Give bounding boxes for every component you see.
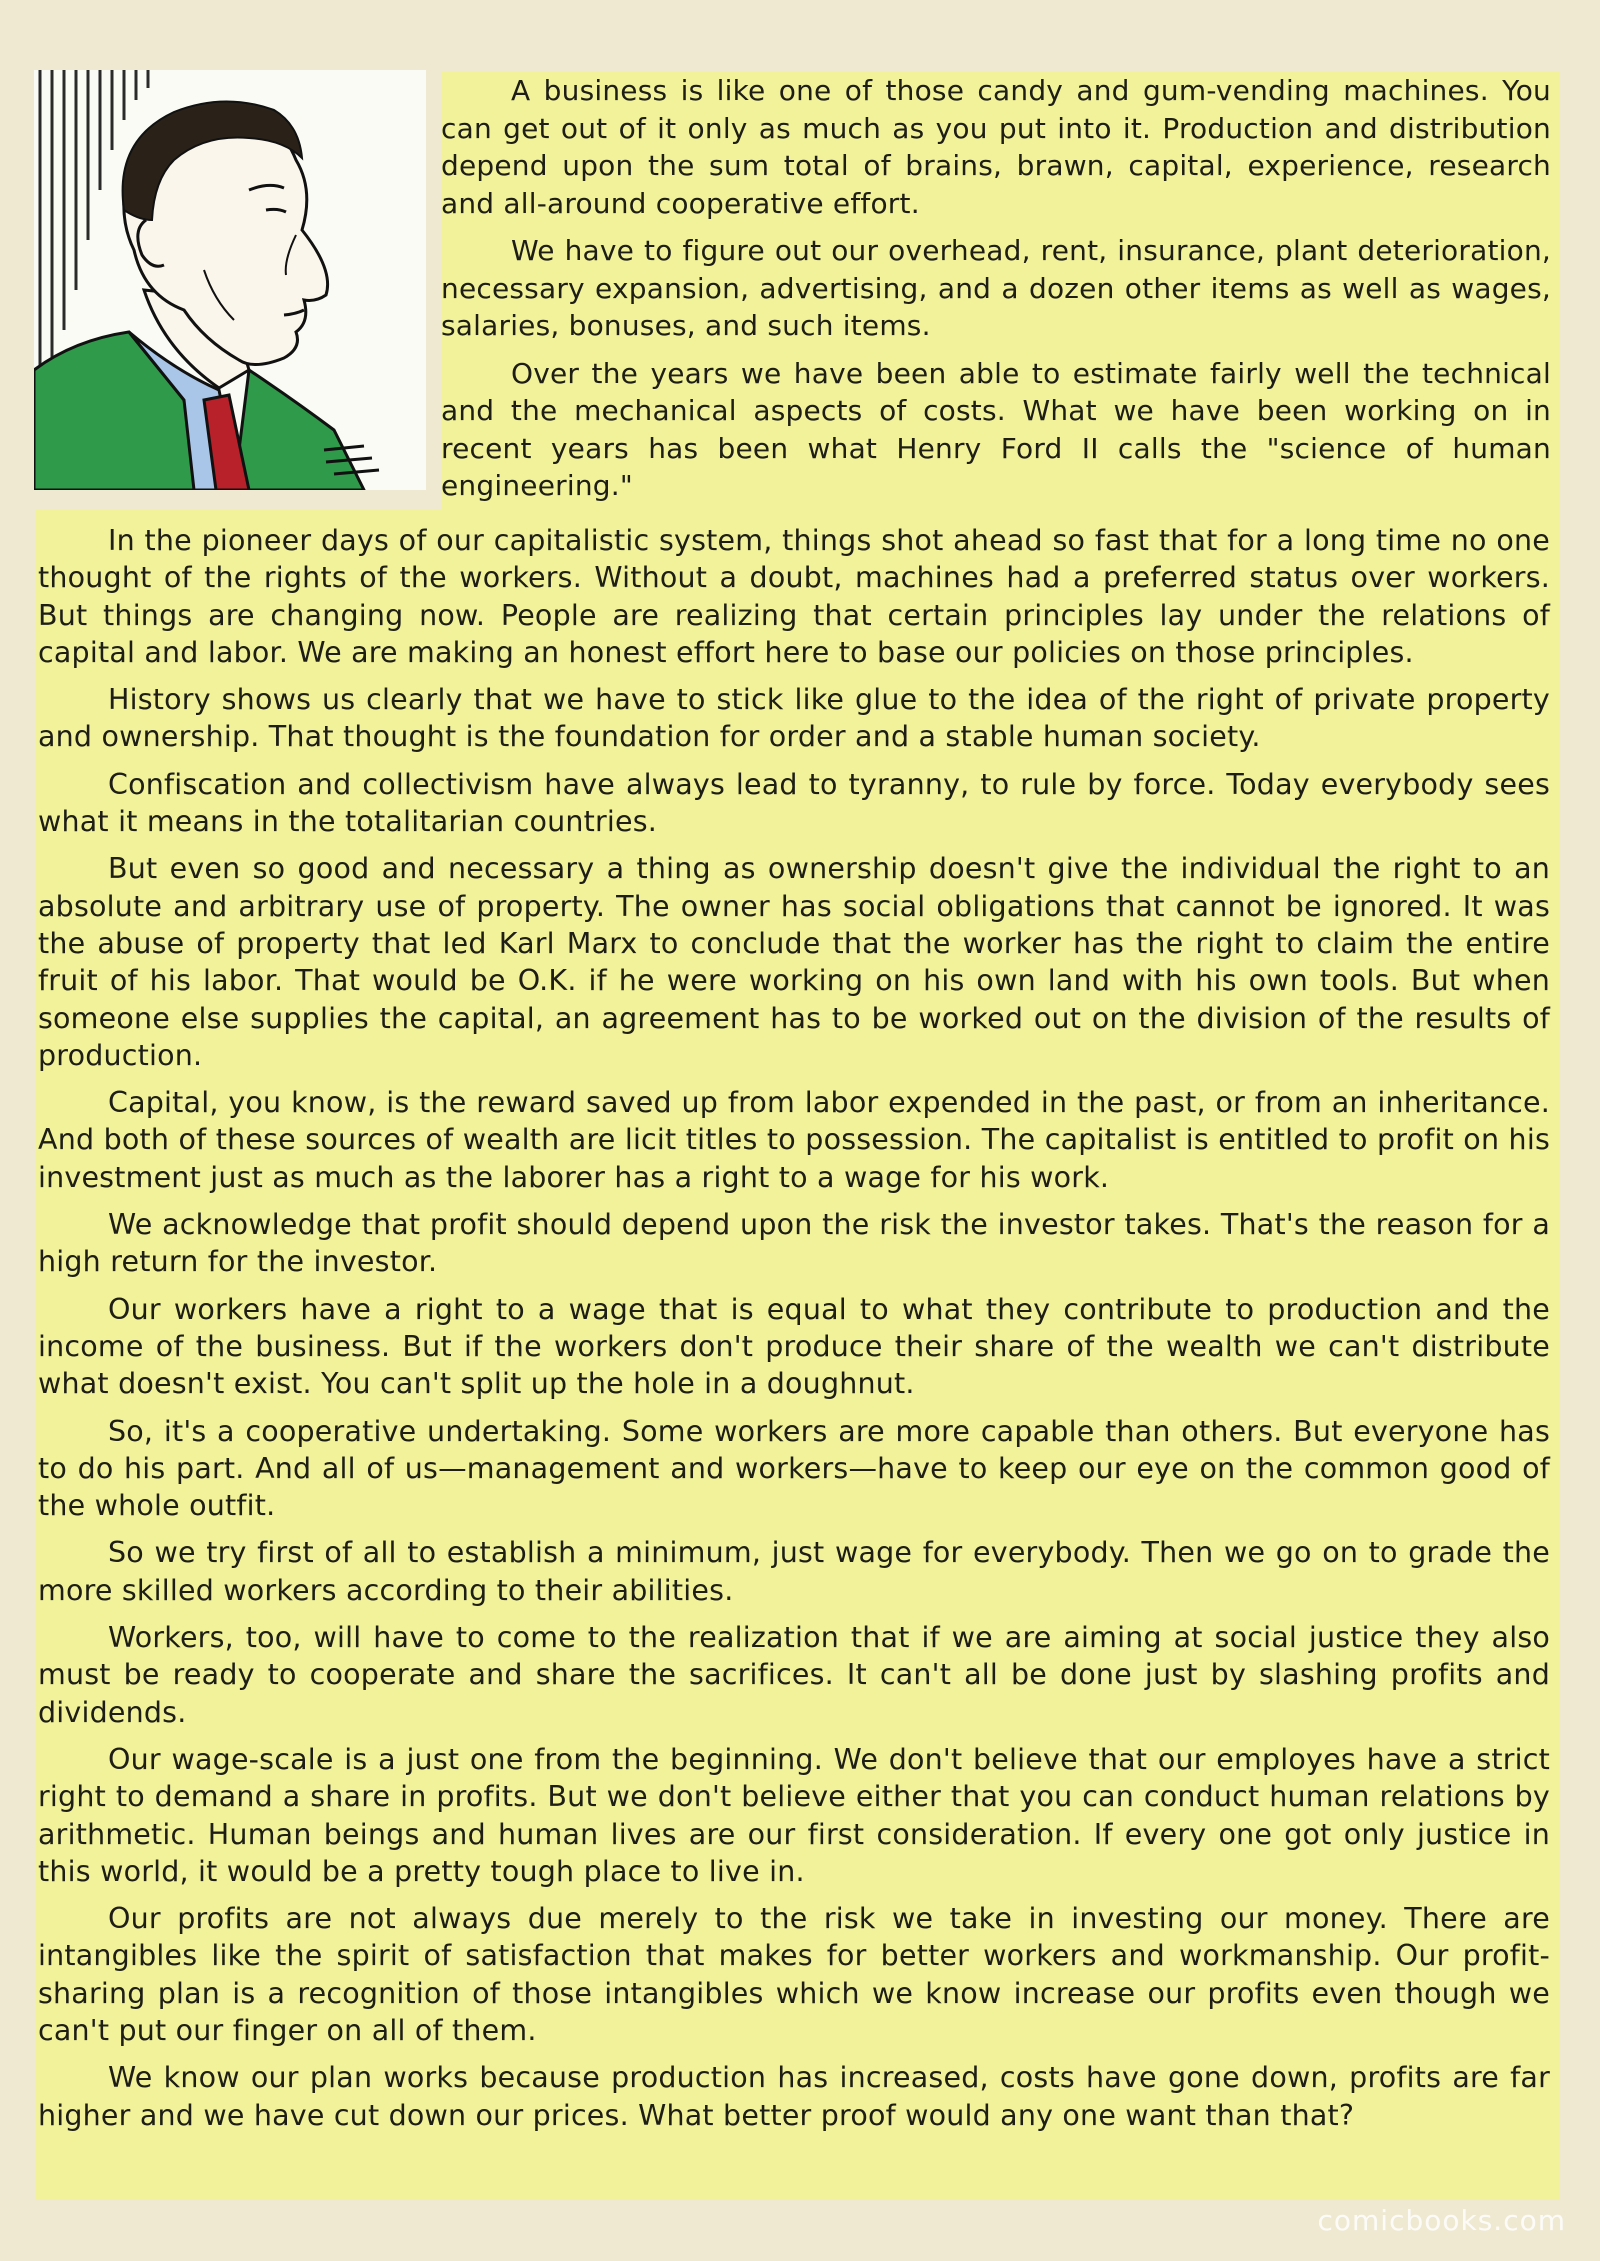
body-paragraph: Capital, you know, is the reward saved up from labor expended in the past, or from an inheritance. And both of these sources of wealth are licit titles to possession. The capitalist is entitled to profit on his investment just as much as the laborer has a right to a wage for his work. [38,1086,1550,1194]
businessman-portrait [34,70,426,490]
body-paragraph: Our wage-scale is a just one from the beginning. We don't believe that our employes have a strict right to demand a share in profits. But we don't believe either that you can conduct human relations by arithmetic. Human beings and human lives are our first consideration. If every one got only justice in this world, it would be a pretty tough place to live in. [38,1742,1550,1888]
body-paragraph: Our profits are not always due merely to the risk we take in investing our money. There are intangibles like the spirit of satisfaction that makes for better workers and workmanship. Our profit-sharing plan is a recognition of those intangibles which we know increase our profits even though we can't put our finger on all of them. [38,1902,1550,2047]
intro-text [441,72,1551,515]
body-paragraph: In the pioneer days of our capitalistic system, things shot ahead so fast that for a long time no one thought of the rights of the workers. Without a doubt, machines had a preferred status over workers. But things are changing now. People are realizing that certain principles lay under the relations of capital and labor. We are making an honest effort here to base our policies on those principles. [38,524,1550,669]
body-paragraph: Workers, too, will have to come to the realization that if we are aiming at social justice they also must be ready to cooperate and share the sacrifices. It can't all be done just by slashing profits and dividends. [38,1621,1550,1729]
intro-paragraph: We have to figure out our overhead, rent, insurance, plant deterioration, necessary expansion, advertising, and a dozen other items as well as wages, salaries, bonuses, and such items. [441,234,1551,342]
intro-paragraph: Over the years we have been able to estimate fairly well the technical and the mechanical aspects of costs. What we have been working on in recent years has been what Henry Ford II calls the "science of human engineering." [441,356,1551,502]
body-paragraph: Our workers have a right to a wage that is equal to what they contribute to production and the income of the business. But if the workers don't produce their share of the wealth we can't distribute what doesn't exist. You can't split up the hole in a doughnut. [38,1292,1550,1401]
body-paragraph: But even so good and necessary a thing as ownership doesn't give the individual the right to an absolute and arbitrary use of property. The owner has social obligations that cannot be ignored. It was the abuse of property that led Karl Marx to conclude that the worker has the right to claim the entire fruit of his labor. That would be O.K. if he were working on his own land with his own tools. But when someone else supplies the capital, an agreement has to be worked out on the division of the results of production. [38,852,1550,1072]
intro-paragraph: A business is like one of those candy and gum-vending machines. You can get out of it only as much as you put into it. Production and distribution depend upon the sum total of brains, brawn, capital, experience, research and all-around cooperative effort. [441,74,1551,220]
body-paragraph: We acknowledge that profit should depend upon the risk the investor takes. That's the reason for a high return for the investor. [38,1208,1550,1279]
site-watermark: comicbooks.com [1317,2204,1566,2237]
body-paragraph: So we try first of all to establish a minimum, just wage for everybody. Then we go on to grade the more skilled workers according to their abilities. [38,1536,1550,1607]
body-paragraph: So, it's a cooperative undertaking. Some workers are more capable than others. But everyone has to do his part. And all of us—management and workers—have to keep our eye on the common good of the whole outfit. [38,1414,1550,1523]
body-text [38,522,1550,2144]
body-paragraph: History shows us clearly that we have to stick like glue to the idea of the right of private property and ownership. That thought is the foundation for order and a stable human society. [38,683,1550,754]
body-paragraph: We know our plan works because production has increased, costs have gone down, profits are far higher and we have cut down our prices. What better proof would any one want than that? [38,2061,1550,2132]
body-paragraph: Confiscation and collectivism have always lead to tyranny, to rule by force. Today everybody sees what it means in the totalitarian countries. [38,767,1550,839]
